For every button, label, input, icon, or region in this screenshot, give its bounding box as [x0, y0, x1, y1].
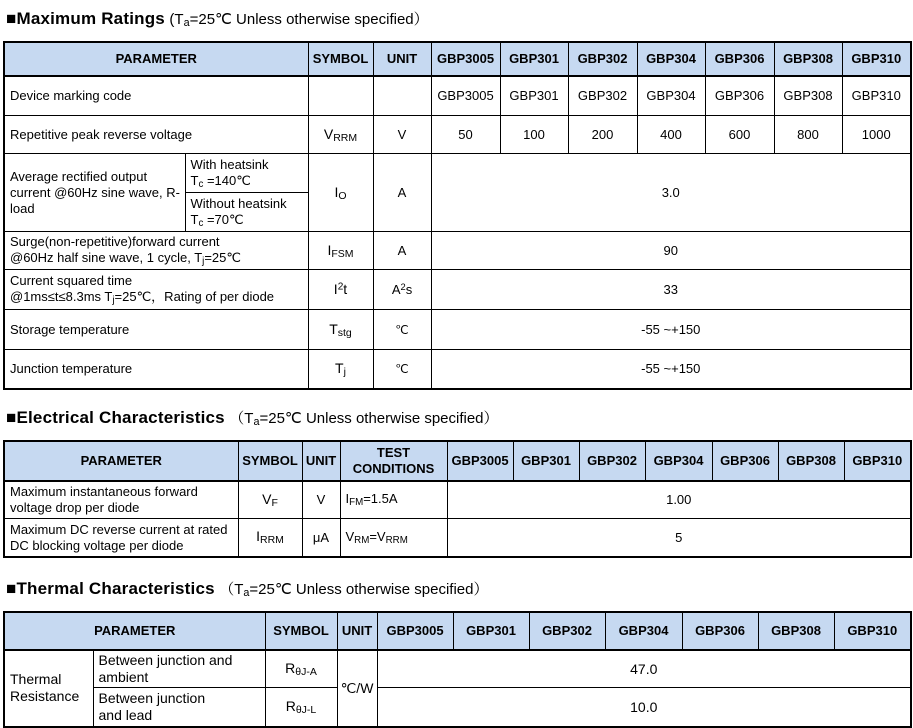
unit-cell: ℃ [373, 310, 431, 350]
column-header-symbol: SYMBOL [265, 612, 337, 650]
value-cell: -55 ~+150 [431, 350, 911, 389]
test-conditions-cell: $I_{FM}=1.5A$ [340, 481, 447, 519]
symbol-cell: $R_{\theta J-L}$ [265, 688, 337, 727]
column-header-product: GBP3005 [377, 612, 453, 650]
unit-cell: μA [302, 519, 340, 557]
table-header-row [4, 441, 911, 481]
value-cell: 100 [500, 116, 568, 154]
column-header-product: GBP301 [500, 42, 568, 76]
section-title-condition: ($T_a=25℃$ Unless otherwise specified） [169, 11, 429, 29]
column-header-unit: UNIT [302, 441, 340, 481]
table-row-rthja [4, 650, 911, 688]
section-title-condition: （$T_a=25℃$ Unless otherwise specified） [229, 409, 499, 428]
table-row-io-with-heatsink [4, 154, 911, 193]
symbol-cell: $I^2t$ [308, 270, 373, 310]
unit-cell: ℃ [373, 350, 431, 389]
value-cell: 90 [431, 232, 911, 270]
column-header-product: GBP302 [568, 42, 637, 76]
column-header-symbol: SYMBOL [238, 441, 302, 481]
column-header-unit: UNIT [337, 612, 377, 650]
parameter-cell: Current squared time @1ms≤t≤8.3ms $T_j=25℃$，Rating of per diode [4, 270, 308, 310]
symbol-cell: $V_F$ [238, 481, 302, 519]
column-header-product: GBP310 [842, 42, 911, 76]
column-header-product: GBP310 [844, 441, 911, 481]
column-header-parameter: PARAMETER [4, 612, 265, 650]
symbol-cell: $T_j$ [308, 350, 373, 389]
test-conditions-cell: $V_{RM}=V_{RRM}$ [340, 519, 447, 557]
table-row-tj [4, 350, 911, 389]
column-header-product: GBP304 [637, 42, 705, 76]
value-cell: 50 [431, 116, 500, 154]
value-cell: 1000 [842, 116, 911, 154]
symbol-cell: $I_{FSM}$ [308, 232, 373, 270]
table-row-device-marking [4, 76, 911, 116]
column-header-product: GBP306 [712, 441, 778, 481]
unit-cell: V [373, 116, 431, 154]
symbol-cell: $I_{RRM}$ [238, 519, 302, 557]
column-header-product: GBP306 [705, 42, 774, 76]
column-header-product: GBP310 [834, 612, 911, 650]
column-header-parameter: PARAMETER [4, 441, 238, 481]
value-cell: GBP310 [842, 76, 911, 116]
symbol-cell: $R_{\theta J-A}$ [265, 650, 337, 688]
column-header-product: GBP302 [529, 612, 605, 650]
column-header-symbol: SYMBOL [308, 42, 373, 76]
value-cell: 600 [705, 116, 774, 154]
section-title-text: ■Thermal Characteristics [6, 578, 215, 598]
table-row-ifsm [4, 232, 911, 270]
value-cell: 800 [774, 116, 842, 154]
maximum-ratings-table [3, 41, 912, 390]
column-header-product: GBP301 [513, 441, 579, 481]
parameter-cell: Between junction and ambient [93, 650, 265, 688]
value-cell: 200 [568, 116, 637, 154]
parameter-cell: Between junction and lead [93, 688, 265, 727]
value-cell: -55 ~+150 [431, 310, 911, 350]
table-row-vf [4, 481, 911, 519]
value-cell: GBP302 [568, 76, 637, 116]
value-cell: 33 [431, 270, 911, 310]
column-header-product: GBP306 [682, 612, 758, 650]
table-row-rthjl [4, 688, 911, 727]
value-cell: 400 [637, 116, 705, 154]
column-header-product: GBP301 [453, 612, 529, 650]
table-row-vrrm [4, 116, 911, 154]
thermal-characteristics-title [6, 578, 913, 604]
unit-cell: $A^2s$ [373, 270, 431, 310]
thermal-characteristics-table [3, 611, 912, 728]
symbol-cell: $I_O$ [308, 154, 373, 232]
electrical-characteristics-title [6, 407, 913, 433]
unit-cell [373, 76, 431, 116]
column-header-product: GBP302 [579, 441, 645, 481]
parameter-cell: Average rectified output current @60Hz sine wave, R-load [4, 154, 185, 232]
parameter-cell: Surge(non-repetitive)forward current @60Hz half sine wave, 1 cycle, $T_j=25℃$ [4, 232, 308, 270]
value-cell: GBP3005 [431, 76, 500, 116]
column-header-product: GBP308 [774, 42, 842, 76]
parameter-cell: Maximum instantaneous forward voltage drop per diode [4, 481, 238, 519]
parameter-cell: Device marking code [4, 76, 308, 116]
column-header-unit: UNIT [373, 42, 431, 76]
value-cell: 5 [447, 519, 911, 557]
unit-cell: V [302, 481, 340, 519]
column-header-product: GBP3005 [447, 441, 513, 481]
value-cell: GBP304 [637, 76, 705, 116]
column-header-product: GBP304 [605, 612, 682, 650]
value-cell: GBP301 [500, 76, 568, 116]
section-title-text: ■Electrical Characteristics [6, 407, 225, 427]
parameter-cell: Repetitive peak reverse voltage [4, 116, 308, 154]
column-header-product: GBP3005 [431, 42, 500, 76]
column-header-parameter: PARAMETER [4, 42, 308, 76]
column-header-product: GBP308 [778, 441, 844, 481]
maximum-ratings-title [6, 8, 913, 34]
section-title-text: ■Maximum Ratings [6, 9, 165, 28]
column-header-test-conditions: TEST CONDITIONS [340, 441, 447, 481]
table-row-tstg [4, 310, 911, 350]
symbol-cell: $T_{stg}$ [308, 310, 373, 350]
value-cell: 1.00 [447, 481, 911, 519]
symbol-cell: $V_{RRM}$ [308, 116, 373, 154]
parameter-cell: Maximum DC reverse current at rated DC blocking voltage per diode [4, 519, 238, 557]
symbol-cell [308, 76, 373, 116]
parameter-group-cell: Thermal Resistance [4, 650, 93, 727]
section-title-condition: （$T_a=25℃$ Unless otherwise specified） [219, 580, 489, 599]
value-cell: GBP306 [705, 76, 774, 116]
value-cell: 3.0 [431, 154, 911, 232]
unit-cell: A [373, 154, 431, 232]
parameter-cell: Storage temperature [4, 310, 308, 350]
table-header-row [4, 42, 911, 76]
value-cell: 47.0 [377, 650, 911, 688]
value-cell: 10.0 [377, 688, 911, 727]
unit-cell: A [373, 232, 431, 270]
table-row-i2t [4, 270, 911, 310]
electrical-characteristics-table [3, 440, 912, 558]
column-header-product: GBP308 [758, 612, 834, 650]
value-cell: GBP308 [774, 76, 842, 116]
table-row-irrm [4, 519, 911, 557]
table-header-row [4, 612, 911, 650]
unit-cell: ℃/W [337, 650, 377, 727]
column-header-product: GBP304 [645, 441, 712, 481]
parameter-cell: Junction temperature [4, 350, 308, 389]
condition-cell-with-heatsink: With heatsink $T_c$ =140℃ [185, 154, 308, 193]
condition-cell-without-heatsink: Without heatsink $T_c$ =70℃ [185, 193, 308, 232]
